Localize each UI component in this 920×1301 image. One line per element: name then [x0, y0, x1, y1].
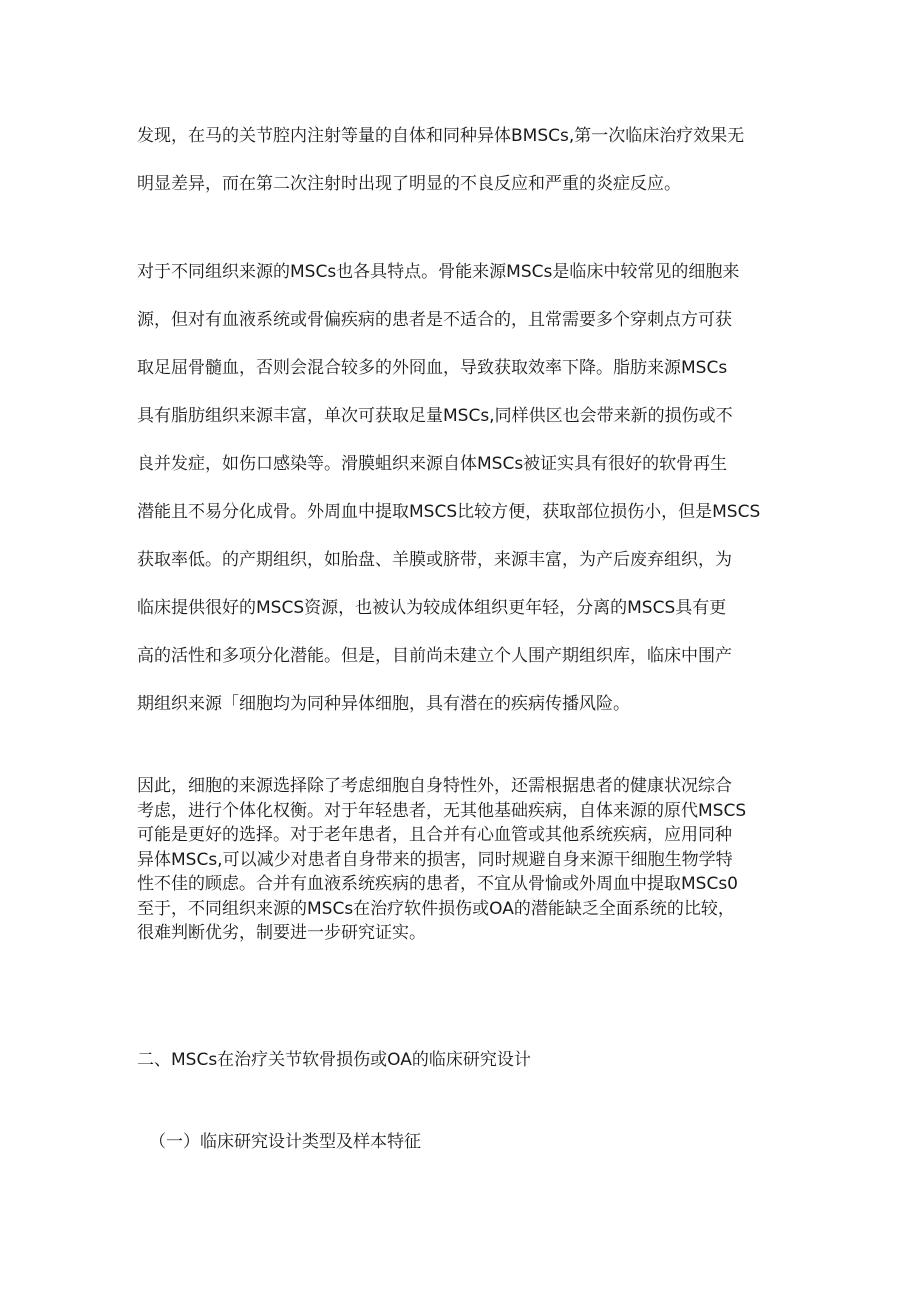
- text-line: 高的活性和多项分化潜能。但是，目前尚未建立个人围产期组织库，临床中围产: [137, 646, 732, 666]
- subsection-heading: （一）临床研究设计类型及样本特征: [149, 1132, 421, 1152]
- text-line: 因此，细胞的来源选择除了考虑细胞自身特性外，还需根据患者的健康状况综合: [137, 776, 732, 796]
- text-line: 可能是更好的选择。对于老年患者，且合并有心血管或其他系统疾病，应用同种: [137, 825, 732, 845]
- text-line: 很难判断优劣，制要进一步研究证实。: [137, 923, 426, 943]
- text-line: 良并发症，如伤口感染等。滑膜蛆织来源自体MSCs被证实具有很好的软骨再生: [137, 454, 728, 474]
- section-heading: 二、MSCs在治疗关节软骨损伤或OA的临床研究设计: [137, 1050, 531, 1070]
- paragraph-3: [137, 774, 792, 946]
- text-line: 取足屈骨髓血，否则会混合较多的外冏血，导致获取效率下降。脂肪来源MSCs: [137, 358, 728, 378]
- text-line: 发现，在马的关节腔内注射等量的自体和同种异体BMSCs,第一次临床治疗效果无: [137, 126, 745, 146]
- text-line: 考虑，进行个体化权衡。对于年轻患者，无其他基础疾病，自体来源的原代MSCS: [137, 800, 747, 821]
- text-line: 获取率低。的产期组织，如胎盘、羊膜或脐带，来源丰富，为产后废弃组织，为: [137, 550, 732, 570]
- text-line: 明显差异，而在第二次注射时出现了明显的不良反应和严重的炎症反应。: [137, 174, 681, 194]
- paragraph-2: [137, 248, 792, 728]
- text-line: 潜能且不易分化成骨。外周血中提取MSCS比较方便，获取部位损伤小，但是MSCS: [137, 502, 761, 522]
- text-line: 临床提供很好的MSCS资源，也被认为较成体组织更年轻，分离的MSCS具有更: [137, 598, 727, 618]
- text-line: 具有脂肪组织来源丰富，单次可获取足量MSCs,同样供区也会带来新的损伤或不: [137, 406, 733, 426]
- text-line: 至于，不同组织来源的MSCs在治疗软件损伤或OA的潜能缺乏全面系统的比较，: [137, 898, 735, 919]
- text-line: 异体MSCs,可以减少对患者自身带来的损害，同时规避自身来源干细胞生物学特: [137, 849, 733, 870]
- text-line: 源，但对有血液系统或骨偏疾病的患者是不适合的，且常需要多个穿刺点方可获: [137, 310, 732, 330]
- paragraph-1: [137, 112, 792, 208]
- text-line: 性不佳的顾虑。合并有血液系统疾病的患者，不宜从骨愉或外周血中提取MSCs0: [137, 874, 738, 894]
- text-line: 期组织来源「细胞均为同种异体细胞，具有潜在的疾病传播风险。: [137, 694, 630, 714]
- text-line: 对于不同组织来源的MSCs也各具特点。骨能来源MSCs是临床中较常见的细胞来: [137, 262, 740, 282]
